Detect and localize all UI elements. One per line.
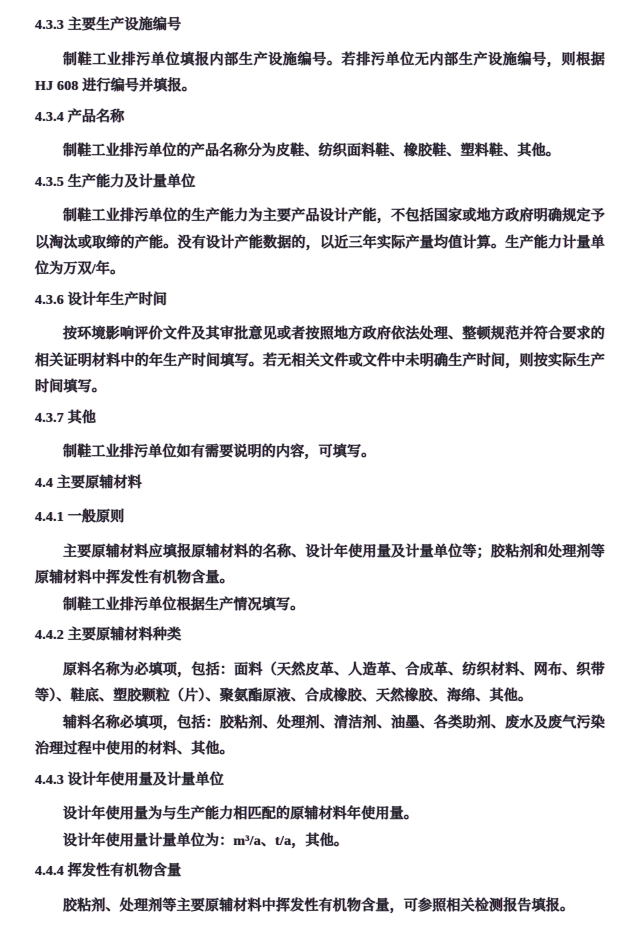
- paragraph-line: 原辅材料中挥发性有机物含量。: [35, 571, 234, 586]
- paragraph-line: 制鞋工业排污单位如有需要说明的内容，可填写。: [63, 445, 376, 460]
- heading-4-4-1: 4.4.1 一般原则: [35, 510, 125, 525]
- paragraph-line: 胶粘剂、处理剂等主要原辅材料中挥发性有机物含量，可参照相关检测报告填报。: [63, 898, 575, 914]
- paragraph-line: 制鞋工业排污单位根据生产情况填写。: [63, 597, 305, 613]
- paragraph-line: 时间填写。: [35, 380, 106, 395]
- heading-4-4-3: 4.4.3 设计年使用量及计量单位: [35, 772, 224, 788]
- heading-4-4: 4.4 主要原辅材料: [35, 475, 142, 491]
- heading-4-4-4: 4.4.4 挥发性有机物含量: [35, 864, 182, 879]
- paragraph-line: 设计年使用量为与生产能力相匹配的原辅材料年使用量。: [63, 807, 418, 822]
- paragraph-line: 治理过程中使用的材料、其他。: [35, 742, 234, 757]
- paragraph-line: HJ 608 进行编号并填报。: [35, 79, 196, 94]
- document-content: [35, 9, 605, 920]
- paragraph-line: 以淘汰或取缔的产能。没有设计产能数据的，以近三年实际产量均值计算。生产能力计量单: [35, 235, 605, 251]
- paragraph-line: 制鞋工业排污单位的产品名称分为皮鞋、纺织面料鞋、橡胶鞋、塑料鞋、其他。: [63, 144, 560, 159]
- paragraph-line: 相关证明材料中的年生产时间填写。若无相关文件或文件中未明确生产时间，则按实际生产: [35, 353, 605, 369]
- paragraph-line: 主要原辅材料应填报原辅材料的名称、设计年使用量及计量单位等；胶粘剂和处理剂等: [63, 544, 605, 560]
- heading-4-4-2: 4.4.2 主要原辅材料种类: [35, 628, 182, 643]
- paragraph-line: 按环境影响评价文件及其审批意见或者按照地方政府依法处理、整顿规范并符合要求的: [63, 327, 605, 342]
- paragraph-line: 原料名称为必填项，包括：面料（天然皮革、人造革、合成革、纺织材料、网布、织带: [63, 662, 605, 678]
- paragraph-line: 等）、鞋底、塑胶颗粒（片）、聚氨酯原液、合成橡胶、天然橡胶、海绵、其他。: [35, 689, 533, 704]
- heading-4-3-7: 4.3.7 其他: [35, 410, 97, 426]
- heading-4-3-3: 4.3.3 主要生产设施编号: [35, 18, 182, 33]
- heading-4-3-4: 4.3.4 产品名称: [35, 109, 125, 125]
- paragraph-line: 辅料名称必填项，包括：胶粘剂、处理剂、清洁剂、油墨、各类助剂、废水及废气污染: [63, 715, 605, 731]
- paragraph-line: 设计年使用量计量单位为：m³/a、t/a，其他。: [63, 833, 349, 849]
- heading-4-3-6: 4.3.6 设计年生产时间: [35, 292, 168, 308]
- heading-4-3-5: 4.3.5 生产能力及计量单位: [35, 174, 196, 190]
- paragraph-line: 制鞋工业排污单位的生产能力为主要产品设计产能，不包括国家或地方政府明确规定予: [63, 209, 605, 224]
- paragraph-line: 制鞋工业排污单位填报内部生产设施编号。若排污单位无内部生产设施编号，则根据: [63, 52, 605, 68]
- paragraph-line: 位为万双/年。: [35, 262, 125, 277]
